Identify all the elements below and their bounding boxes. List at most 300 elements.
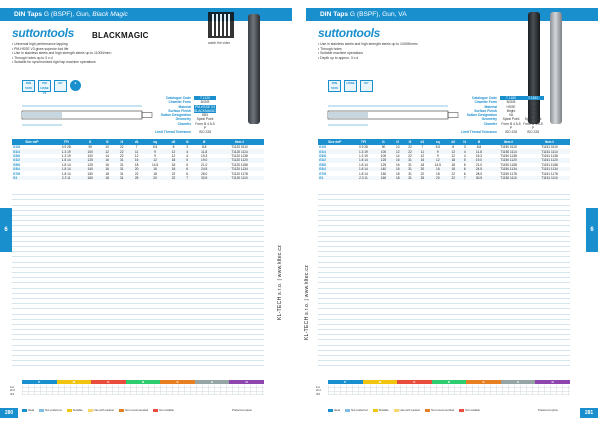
table-cell: 100 — [380, 153, 387, 158]
table-header: l1 — [375, 139, 391, 145]
table-cell: 4 — [460, 149, 470, 153]
table-cell: 90 — [381, 145, 386, 150]
table-header: Size dxP — [318, 139, 351, 145]
table-cell: T1150 1158 — [500, 162, 517, 167]
table-cell: T1150 1134 — [488, 167, 529, 171]
table-cell: 9 — [154, 153, 156, 158]
material-group-n: N — [432, 380, 467, 384]
material-legend — [316, 380, 570, 396]
table-cell: 18 — [166, 167, 181, 171]
table-cell: 22 — [408, 145, 412, 150]
spec-value: Bright — [506, 108, 516, 113]
size-cell: G3/4 — [12, 167, 52, 171]
legend-label: Use with caution — [399, 408, 421, 412]
table-cell: 1.8 14 — [52, 158, 81, 162]
spec-label: Material — [178, 104, 191, 109]
table-cell: 16 — [429, 167, 447, 171]
right-page — [306, 0, 598, 424]
table-header: Size dxP — [12, 139, 52, 145]
suitability-legend — [328, 408, 480, 412]
legend-swatch — [88, 409, 93, 412]
table-cell: 12 — [134, 153, 139, 158]
material-group-o: O — [229, 380, 264, 384]
tap-tool-image — [550, 12, 562, 124]
legend-swatch — [328, 409, 333, 412]
table-cell: 16 — [100, 158, 115, 162]
size-cell: G3/8 — [13, 153, 20, 158]
table-cell: 3 — [186, 145, 189, 150]
table-cell: 1.8 14 — [61, 171, 71, 176]
spec-value: ISO 228 — [526, 130, 540, 135]
table-cell: 18 — [166, 158, 181, 162]
spec-label: Sutton Designation — [160, 113, 191, 118]
material-badge: HSSE — [344, 80, 357, 92]
table-cell: 150 — [87, 171, 93, 176]
qr-caption: watch the video — [208, 41, 231, 45]
table-header: l2 — [100, 139, 115, 145]
page-number: 280 — [0, 408, 18, 418]
table-cell: T1120 0110 — [231, 145, 248, 150]
table-cell: 12 — [420, 153, 425, 158]
table-cell: 21.0 — [201, 162, 208, 167]
table-header: Ø — [470, 139, 488, 145]
table-cell: 31 — [404, 176, 416, 180]
spec-label: Material — [484, 104, 497, 109]
table-cell: 16 — [392, 167, 404, 171]
suitability-legend — [22, 408, 174, 412]
spec-value: BLACKMAGIC — [194, 108, 216, 113]
legend-label: Use with caution — [93, 408, 115, 412]
table-cell: 24.5 — [470, 167, 488, 171]
table-cell: 31 — [408, 171, 412, 176]
size-cell: G1/4 — [12, 149, 52, 153]
table-cell: 125 — [81, 158, 100, 162]
table-cell: 11.8 — [193, 149, 215, 153]
table-cell: 19.0 — [470, 158, 488, 162]
table-cell: 20 — [144, 176, 166, 180]
table-cell: 24.5 — [193, 167, 215, 171]
legend-item — [39, 408, 61, 412]
feature-item: • Through holes up to 3 x d — [12, 56, 162, 61]
feature-item: • Depth up to approx. 3 x d — [318, 56, 468, 61]
table-cell: 20 — [129, 167, 144, 171]
table-cell: T1150 1120 — [488, 158, 529, 162]
table-cell: 16 — [129, 158, 144, 162]
table-cell: T1120 1114 — [215, 149, 264, 153]
angle-badge: 90° — [360, 80, 373, 92]
material-group-k: K — [397, 380, 432, 384]
spec-value: B/G/B — [528, 100, 538, 105]
table-cell: T1151 1134 — [529, 167, 570, 171]
coolant-badge: 2 — [70, 80, 81, 91]
table-cell: 6 — [181, 167, 193, 171]
din-badge: DIN 5156 — [22, 80, 35, 92]
table-cell: 22 — [134, 171, 139, 176]
table-cell: 140 — [375, 167, 391, 171]
table-cell: 18 — [153, 171, 157, 176]
legend-swatch — [39, 409, 44, 412]
table-cell: T1120 1138 — [231, 153, 248, 158]
angle-badge: 90° — [54, 80, 67, 92]
table-cell: 18 — [447, 167, 460, 171]
spec-label: Surface Finish — [474, 108, 497, 113]
spec-label: Catalogue Code — [471, 96, 497, 100]
header-title-rest: G (BSPF), Gun, VA — [348, 11, 407, 18]
table-cell: 12 — [429, 158, 447, 162]
table-cell: T1150 1138 — [500, 153, 517, 158]
table-cell: 25 — [129, 176, 144, 180]
legend-label: Not suitable — [159, 408, 174, 412]
material-group-k: K — [91, 380, 126, 384]
table-cell: 31 — [404, 158, 416, 162]
table-header: Ø — [193, 139, 215, 145]
legend-item — [394, 408, 421, 412]
table-cell: 100 — [81, 149, 100, 153]
table-cell: 15.3 — [201, 153, 208, 158]
material-group-s: S — [160, 380, 195, 384]
legend-label: Not preferred — [45, 408, 62, 412]
table-cell: 6 — [186, 162, 189, 167]
legend-row-label: 3rd — [316, 391, 321, 396]
table-cell: 125 — [87, 162, 93, 167]
spec-value: Spiral Point — [196, 117, 214, 122]
table-cell: 4 — [186, 153, 189, 158]
spec-label: Limit Thread Tolerance — [154, 130, 191, 135]
table-cell: 11 — [416, 149, 429, 153]
spec-label: Surface Finish — [168, 108, 191, 113]
din-badge: DIN 5156 — [328, 80, 341, 92]
feature-item: • Through holes — [318, 47, 468, 52]
table-cell: T1151 1120 — [529, 158, 570, 162]
size-cell: G1/8 — [319, 145, 326, 150]
table-cell: T1150 1110 — [488, 176, 529, 180]
table-cell: 31 — [120, 162, 124, 167]
legend-row-label: 2nd — [316, 388, 321, 393]
feature-item: • Universal high performance tapping — [12, 42, 162, 47]
table-cell: 1.8 14 — [52, 167, 81, 171]
spec-label: Geometry — [175, 117, 191, 122]
table-header: Item # — [529, 139, 570, 145]
legend-label: Not recommended — [125, 408, 149, 412]
material-badge: PM HSSE V3 — [38, 80, 51, 92]
table-cell: 1.8 14 — [358, 171, 368, 176]
table-cell: 9 — [436, 153, 439, 158]
feature-item: • Suitable machine operations — [318, 51, 468, 56]
table-cell: 22 — [166, 176, 181, 180]
table-cell: T1151 1114 — [529, 149, 570, 153]
table-cell: 150 — [380, 171, 387, 176]
table-row — [318, 176, 570, 180]
header-title-rest: G (BSPF), Gun, — [42, 11, 91, 18]
feature-badges — [22, 80, 81, 95]
table-cell: 20 — [416, 167, 429, 171]
spec-value: B/G/B — [506, 100, 516, 105]
spec-label: Chamfer Form — [168, 100, 191, 105]
table-header: d1 — [416, 139, 429, 145]
table-cell: 11.8 — [470, 149, 488, 153]
spec-value: TiCN — [529, 108, 537, 113]
table-cell: 31 — [115, 176, 130, 180]
spec-value: Spiral Point — [524, 117, 542, 122]
table-cell: 31 — [404, 167, 416, 171]
material-group-h: H — [501, 380, 536, 384]
table-cell: 18 — [392, 176, 404, 180]
table-cell: 7 — [181, 176, 193, 180]
table-cell: 5.5 — [435, 145, 441, 150]
table-cell: 21.0 — [475, 162, 483, 167]
table-cell: 6 — [463, 162, 466, 167]
spec-value: Form B 4.5-5 P — [195, 121, 215, 131]
table-cell: 9 — [144, 149, 166, 153]
table-row — [12, 176, 264, 180]
table-cell: T1151 1110 — [529, 176, 570, 180]
table-cell: 1.8 14 — [61, 162, 71, 167]
table-cell: 16 — [100, 167, 115, 171]
table-cell: 125 — [380, 162, 387, 167]
spec-value: T 1151 — [522, 96, 544, 100]
table-header: l2 — [392, 139, 404, 145]
table-cell: T1120 1110 — [215, 176, 264, 180]
table-header: l4 — [181, 139, 193, 145]
table-cell: T1120 1178 — [231, 171, 248, 176]
spec-label: Catalogue Code — [165, 96, 191, 100]
table-cell: 22 — [120, 153, 124, 158]
table-header: l3 — [115, 139, 130, 145]
table-header: sq — [429, 139, 447, 145]
size-cell: G1/2 — [12, 158, 52, 162]
table-cell: 12 — [100, 149, 115, 153]
qr-code[interactable] — [208, 12, 234, 38]
feature-item: • Use in stainless steels and high strength steels up to 1100N/mm² — [12, 51, 162, 56]
table-cell: 22 — [171, 171, 176, 176]
preferred-note: Preferred option — [538, 408, 559, 412]
legend-cells — [328, 385, 570, 395]
table-header: sq — [144, 139, 166, 145]
spec-value: VA — [508, 113, 514, 118]
size-cell: G7/8 — [319, 171, 326, 176]
table-cell: 14.5 — [151, 162, 159, 167]
table-cell: 1.3 19 — [61, 153, 71, 158]
blackmagic-logo: BLACKMAGIC — [92, 31, 149, 40]
spec-label: Geometry — [481, 117, 497, 122]
table-cell: 18 — [436, 171, 440, 176]
spec-value: Spiral Point — [502, 117, 520, 122]
feature-item: • Suitable for synchronised rigid tap machine operations — [12, 60, 162, 65]
spec-value: T 1150 — [500, 96, 522, 100]
table-cell: T1120 1120 — [215, 158, 264, 162]
size-cell: G7/8 — [13, 171, 20, 176]
table-cell: 28.0 — [475, 171, 483, 176]
blank-row — [318, 361, 570, 366]
vertical-company-text: KL-TECH s.r.o. | www.kltec.cz — [277, 244, 283, 320]
legend-label: Suitable — [378, 408, 389, 412]
table-cell: 12 — [447, 149, 460, 153]
table-cell: 7 — [135, 145, 138, 150]
legend-row-label: 2nd — [10, 388, 15, 393]
vertical-company-text: KL-TECH s.r.o. | www.kltec.cz — [304, 264, 310, 340]
spec-label: Chamfer — [177, 121, 191, 126]
table-cell: 28.0 — [201, 171, 208, 176]
table-cell: 160 — [81, 176, 100, 180]
table-cell: 31 — [115, 167, 130, 171]
legend-item — [328, 408, 340, 412]
table-cell: 5 — [460, 158, 470, 162]
legend-item — [22, 408, 34, 412]
legend-cells — [22, 385, 264, 395]
table-cell: 31 — [115, 158, 130, 162]
table-cell: 7 — [460, 176, 470, 180]
spec-value: ISO 228 — [198, 130, 212, 135]
table-cell: T1120 1134 — [215, 167, 264, 171]
table-cell: 6 — [186, 171, 189, 176]
legend-item — [425, 408, 454, 412]
table-cell: 18 — [134, 162, 139, 167]
feature-item: • PM-HSSE V3 gives superior tool life — [12, 47, 162, 52]
product-table — [318, 139, 570, 180]
size-cell: G3/8 — [319, 153, 326, 158]
material-group-s: S — [466, 380, 501, 384]
spec-value: Form B 4.5-5 P — [501, 121, 521, 131]
table-cell: 12 — [166, 149, 181, 153]
header-title-italic: Black Magic — [90, 11, 128, 18]
table-cell: T1151 1158 — [541, 162, 558, 167]
table-cell: 8 — [172, 145, 175, 150]
material-group-m: M — [363, 380, 398, 384]
table-header: TPI — [351, 139, 375, 145]
table-cell: 16 — [392, 158, 404, 162]
table-cell: 18 — [420, 162, 425, 167]
table-cell: 19.0 — [193, 158, 215, 162]
table-cell: 22 — [447, 176, 460, 180]
tap-dimension-diagram — [320, 100, 470, 130]
legend-swatch — [345, 409, 350, 412]
table-cell: 31 — [120, 171, 124, 176]
legend-label: Not suitable — [465, 408, 480, 412]
spec-table — [456, 96, 544, 135]
legend-swatch — [394, 409, 399, 412]
spec-label: Limit Thread Tolerance — [460, 130, 497, 135]
table-cell: 31 — [408, 162, 412, 167]
size-cell: G5/8 — [13, 162, 20, 167]
legend-label: Suitable — [72, 408, 83, 412]
legend-label: Not preferred — [351, 408, 368, 412]
table-cell: 5 — [181, 158, 193, 162]
table-cell: T1151 1178 — [541, 171, 558, 176]
table-cell: 90 — [88, 145, 92, 150]
brand-logo: suttontools — [318, 26, 381, 40]
table-cell: T1151 0110 — [541, 145, 558, 150]
table-cell: 18 — [451, 162, 455, 167]
section-tab[interactable]: 6 — [586, 208, 598, 252]
material-group-n: N — [126, 380, 161, 384]
brand-logo: suttontools — [12, 26, 75, 40]
table-cell: 9 — [429, 149, 447, 153]
table-cell: 22 — [408, 153, 412, 158]
section-tab[interactable]: 6 — [0, 208, 12, 252]
table-cell: 18 — [395, 171, 400, 176]
table-cell: 8.8 — [201, 145, 207, 150]
legend-label: Not recommended — [431, 408, 455, 412]
table-cell: 100 — [375, 149, 391, 153]
table-cell: 0.9 28 — [61, 145, 71, 150]
table-header: Item # — [215, 139, 264, 145]
feature-item: • Use in stainless steels and high strength steels up to 1000N/mm² — [318, 42, 468, 47]
table-cell: 6 — [460, 167, 470, 171]
table-cell: 22 — [420, 171, 425, 176]
table-cell: 5.5 — [152, 145, 158, 150]
size-cell: G1/8 — [13, 145, 20, 150]
spec-value: Form B 4.5-5 P — [523, 121, 543, 131]
table-cell: 10 — [395, 145, 400, 150]
table-cell: 1.3 19 — [351, 149, 375, 153]
table-header: l1 — [81, 139, 100, 145]
legend-swatch — [153, 409, 158, 412]
table-blank-rows — [318, 190, 570, 366]
table-cell: 22 — [115, 149, 130, 153]
table-cell: 8 — [452, 145, 455, 150]
size-cell: G1/4 — [318, 149, 351, 153]
tap-tool-image — [248, 14, 260, 124]
table-cell: T1151 1138 — [541, 153, 558, 158]
table-cell: 22 — [451, 171, 455, 176]
table-cell: 6 — [463, 171, 466, 176]
spec-value: HSSE — [528, 104, 538, 109]
table-cell: T1150 1178 — [500, 171, 517, 176]
table-cell: 25 — [416, 176, 429, 180]
table-cell: 4 — [463, 153, 466, 158]
table-blank-rows — [12, 190, 264, 366]
legend-label: Ideal — [334, 408, 341, 412]
legend-swatch — [22, 409, 27, 412]
table-header: d2 — [166, 139, 181, 145]
left-page — [0, 0, 292, 424]
material-group-h: H — [195, 380, 230, 384]
legend-swatch — [459, 409, 464, 412]
size-cell: G3/4 — [318, 167, 351, 171]
page-number: 281 — [580, 408, 598, 418]
spec-table — [150, 96, 216, 135]
table-cell: 0.9 28 — [358, 145, 368, 150]
preferred-note: Preferred option — [232, 408, 253, 412]
table-cell: 160 — [375, 176, 391, 180]
table-cell: 1.3 19 — [52, 149, 81, 153]
table-cell: 11 — [129, 149, 144, 153]
material-group-m: M — [57, 380, 92, 384]
legend-swatch — [67, 409, 72, 412]
table-cell: 12 — [451, 153, 455, 158]
legend-swatch — [425, 409, 430, 412]
table-cell: 7 — [421, 145, 424, 150]
legend-item — [67, 408, 83, 412]
legend-item — [373, 408, 389, 412]
table-cell: T1150 0110 — [500, 145, 517, 150]
table-cell: 20 — [429, 176, 447, 180]
table-cell: 22 — [404, 149, 416, 153]
table-cell: 1.8 14 — [358, 162, 368, 167]
legend-item — [459, 408, 480, 412]
table-cell: 1.8 14 — [351, 167, 375, 171]
table-cell: 14 — [105, 153, 109, 158]
table-cell: T1120 1158 — [231, 162, 248, 167]
table-cell: 16 — [144, 167, 166, 171]
table-cell: 30.5 — [193, 176, 215, 180]
legend-row-label: 1st — [10, 385, 14, 389]
table-header: Item # — [488, 139, 529, 145]
table-cell: 1.3 19 — [358, 153, 368, 158]
table-cell: 4 — [181, 149, 193, 153]
table-cell: 18 — [447, 158, 460, 162]
table-cell: 14.5 — [434, 162, 441, 167]
